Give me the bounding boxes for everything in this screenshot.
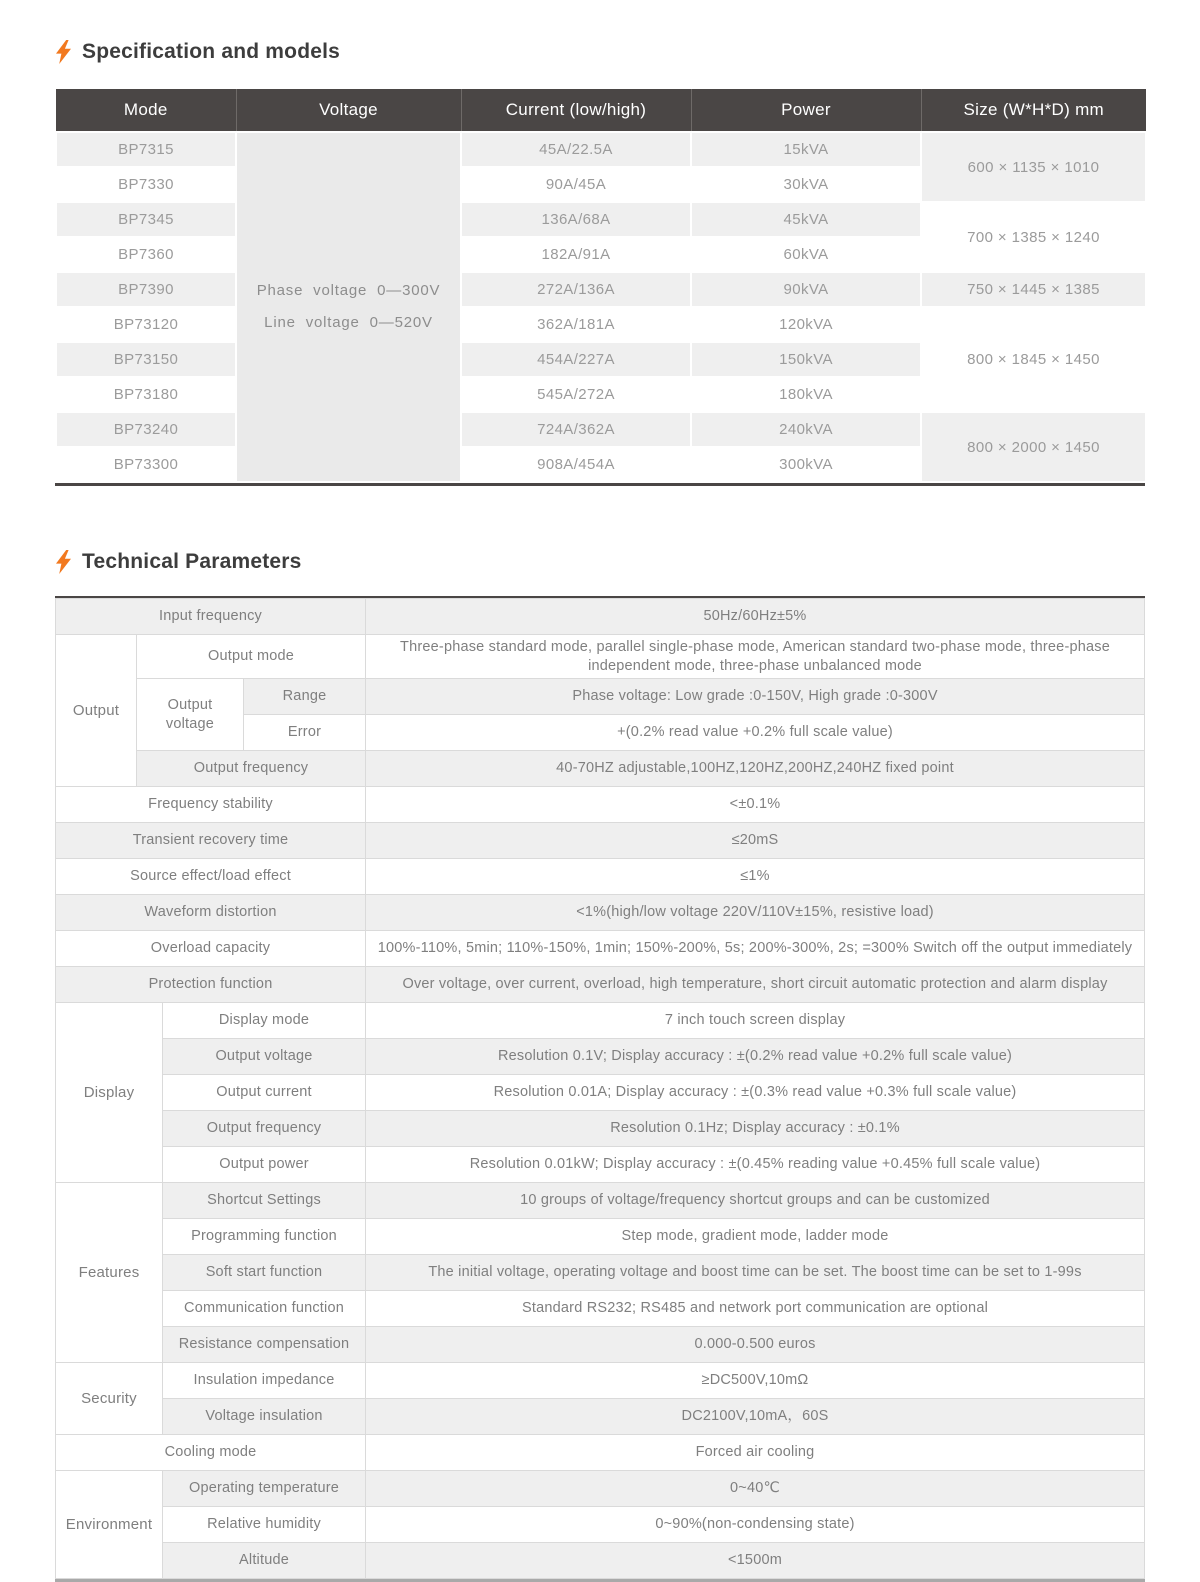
tech-section-title xyxy=(55,548,1145,576)
model-name-cell: BP73180 xyxy=(56,377,236,412)
tech-label-cell: Voltage insulation xyxy=(163,1399,366,1435)
tech-row xyxy=(56,859,1145,895)
spec-row xyxy=(56,132,1146,167)
tech-label-cell: Range xyxy=(244,679,366,715)
tech-value-cell: Three-phase standard mode, parallel single-phase mode, American standard two-phase mode, three-phase independent mode, three-phase unbalanced mode xyxy=(366,635,1145,679)
current-value-cell: 724A/362A xyxy=(461,412,691,447)
power-value-cell: 240kVA xyxy=(691,412,921,447)
tech-label-cell: Output mode xyxy=(137,635,366,679)
tech-value-cell: 0.000-0.500 euros xyxy=(366,1327,1145,1363)
model-name-cell: BP7360 xyxy=(56,237,236,272)
tech-group-cell: Output xyxy=(56,635,137,787)
tech-value-cell: ≤1% xyxy=(366,859,1145,895)
tech-label-cell: Output voltage xyxy=(163,1039,366,1075)
tech-label-cell: Output frequency xyxy=(137,751,366,787)
tech-value-cell: <1%(high/low voltage 220V/110V±15%, resistive load) xyxy=(366,895,1145,931)
tech-label-cell: Resistance compensation xyxy=(163,1327,366,1363)
tech-value-cell: 7 inch touch screen display xyxy=(366,1003,1145,1039)
tech-label-cell: Error xyxy=(244,715,366,751)
tech-row xyxy=(56,1291,1145,1327)
tech-value-cell: Phase voltage: Low grade :0-150V, High grade :0-300V xyxy=(366,679,1145,715)
tech-row xyxy=(56,1435,1145,1471)
tech-row xyxy=(56,1471,1145,1507)
tech-row xyxy=(56,895,1145,931)
tech-group-cell: Environment xyxy=(56,1471,163,1579)
voltage-line: Phase voltage 0—300V xyxy=(256,281,441,299)
tech-row xyxy=(56,1219,1145,1255)
tech-row xyxy=(56,1147,1145,1183)
tech-value-cell: <±0.1% xyxy=(366,787,1145,823)
tech-label-cell: Protection function xyxy=(56,967,366,1003)
tech-row xyxy=(56,1363,1145,1399)
power-value-cell: 300kVA xyxy=(691,447,921,482)
current-value-cell: 908A/454A xyxy=(461,447,691,482)
model-name-cell: BP73150 xyxy=(56,342,236,377)
tech-row xyxy=(56,1183,1145,1219)
tech-value-cell: 100%-110%, 5min; 110%-150%, 1min; 150%-200%, 5s; 200%-300%, 2s; =300% Switch off the output immediately xyxy=(366,931,1145,967)
tech-label-cell: Overload capacity xyxy=(56,931,366,967)
power-value-cell: 150kVA xyxy=(691,342,921,377)
power-value-cell: 120kVA xyxy=(691,307,921,342)
col-header-current: Current (low/high) xyxy=(461,89,691,132)
tech-row xyxy=(56,1399,1145,1435)
current-value-cell: 454A/227A xyxy=(461,342,691,377)
tech-label-cell: Communication function xyxy=(163,1291,366,1327)
tech-row xyxy=(56,751,1145,787)
size-merged-cell: 600 × 1135 × 1010 xyxy=(921,132,1146,202)
col-header-mode: Mode xyxy=(56,89,236,132)
tech-row xyxy=(56,635,1145,679)
power-value-cell: 45kVA xyxy=(691,202,921,237)
spec-section-title xyxy=(55,0,1145,66)
tech-row xyxy=(56,1255,1145,1291)
current-value-cell: 136A/68A xyxy=(461,202,691,237)
voltage-line: Line voltage 0—520V xyxy=(264,314,433,331)
page-content xyxy=(55,0,1145,1582)
tech-label-cell: Display mode xyxy=(163,1003,366,1039)
size-merged-cell: 750 × 1445 × 1385 xyxy=(921,272,1146,307)
current-value-cell: 90A/45A xyxy=(461,167,691,202)
current-value-cell: 182A/91A xyxy=(461,237,691,272)
tech-label-cell: Transient recovery time xyxy=(56,823,366,859)
lightning-bolt-icon xyxy=(55,40,72,64)
section-title-text: Technical Parameters xyxy=(82,550,302,573)
tech-value-cell: 50Hz/60Hz±5% xyxy=(366,599,1145,635)
tech-value-cell: 40-70HZ adjustable,100HZ,120HZ,200HZ,240HZ fixed point xyxy=(366,751,1145,787)
current-value-cell: 545A/272A xyxy=(461,377,691,412)
tech-row xyxy=(56,1507,1145,1543)
spec-row xyxy=(56,272,1146,307)
section-title-text: Specification and models xyxy=(82,40,341,63)
spec-table-container xyxy=(55,89,1145,486)
spec-row xyxy=(56,202,1146,237)
col-header-voltage: Voltage xyxy=(236,89,461,132)
model-name-cell: BP7315 xyxy=(56,132,236,167)
tech-value-cell: ≤20mS xyxy=(366,823,1145,859)
tech-label-cell: Soft start function xyxy=(163,1255,366,1291)
tech-row xyxy=(56,787,1145,823)
voltage-merged-cell xyxy=(236,132,461,482)
tech-row xyxy=(56,1075,1145,1111)
tech-value-cell: Resolution 0.01A; Display accuracy : ±(0.3% read value +0.3% full scale value) xyxy=(366,1075,1145,1111)
tech-value-cell: Over voltage, over current, overload, high temperature, short circuit automatic protection and alarm display xyxy=(366,967,1145,1003)
tech-value-cell: DC2100V,10mA，60S xyxy=(366,1399,1145,1435)
tech-label-cell: Input frequency xyxy=(56,599,366,635)
tech-row xyxy=(56,1327,1145,1363)
tech-row xyxy=(56,1543,1145,1579)
model-name-cell: BP73300 xyxy=(56,447,236,482)
tech-value-cell: Step mode, gradient mode, ladder mode xyxy=(366,1219,1145,1255)
tech-value-cell: <1500m xyxy=(366,1543,1145,1579)
tech-label-cell: Shortcut Settings xyxy=(163,1183,366,1219)
size-merged-cell: 800 × 2000 × 1450 xyxy=(921,412,1146,482)
tech-label-cell: Output power xyxy=(163,1147,366,1183)
tech-row xyxy=(56,1111,1145,1147)
power-value-cell: 180kVA xyxy=(691,377,921,412)
tech-row xyxy=(56,599,1145,635)
tech-group-cell: Features xyxy=(56,1183,163,1363)
model-name-cell: BP73240 xyxy=(56,412,236,447)
spec-row xyxy=(56,412,1146,447)
size-merged-cell: 700 × 1385 × 1240 xyxy=(921,202,1146,272)
tech-table xyxy=(55,598,1145,1579)
spec-header-row xyxy=(56,89,1146,132)
tech-value-cell: The initial voltage, operating voltage and boost time can be set. The boost time can be set to 1-99s xyxy=(366,1255,1145,1291)
tech-value-cell: 0~90%(non-condensing state) xyxy=(366,1507,1145,1543)
tech-group-cell: Display xyxy=(56,1003,163,1183)
tech-label-cell: Frequency stability xyxy=(56,787,366,823)
tech-value-cell: Forced air cooling xyxy=(366,1435,1145,1471)
power-value-cell: 90kVA xyxy=(691,272,921,307)
model-name-cell: BP7345 xyxy=(56,202,236,237)
tech-label-cell: Relative humidity xyxy=(163,1507,366,1543)
tech-row xyxy=(56,1003,1145,1039)
power-value-cell: 60kVA xyxy=(691,237,921,272)
tech-row xyxy=(56,931,1145,967)
tech-label-cell: Output current xyxy=(163,1075,366,1111)
tech-value-cell: Resolution 0.1V; Display accuracy : ±(0.2% read value +0.2% full scale value) xyxy=(366,1039,1145,1075)
tech-row xyxy=(56,679,1145,715)
model-name-cell: BP7390 xyxy=(56,272,236,307)
tech-label-cell: Source effect/load effect xyxy=(56,859,366,895)
tech-value-cell: Standard RS232; RS485 and network port communication are optional xyxy=(366,1291,1145,1327)
current-value-cell: 45A/22.5A xyxy=(461,132,691,167)
lightning-bolt-icon xyxy=(55,550,72,574)
model-name-cell: BP73120 xyxy=(56,307,236,342)
tech-value-cell: Resolution 0.01kW; Display accuracy : ±(0.45% reading value +0.45% full scale value) xyxy=(366,1147,1145,1183)
tech-label-cell: Cooling mode xyxy=(56,1435,366,1471)
current-value-cell: 272A/136A xyxy=(461,272,691,307)
col-header-size: Size (W*H*D) mm xyxy=(921,89,1146,132)
spec-row xyxy=(56,307,1146,342)
tech-label-cell: Insulation impedance xyxy=(163,1363,366,1399)
tech-table-container xyxy=(55,596,1145,1582)
tech-value-cell: 0~40℃ xyxy=(366,1471,1145,1507)
tech-group-cell: Security xyxy=(56,1363,163,1435)
tech-label-cell: Waveform distortion xyxy=(56,895,366,931)
spec-table xyxy=(55,89,1147,483)
model-name-cell: BP7330 xyxy=(56,167,236,202)
col-header-power: Power xyxy=(691,89,921,132)
current-value-cell: 362A/181A xyxy=(461,307,691,342)
size-merged-cell: 800 × 1845 × 1450 xyxy=(921,307,1146,412)
tech-label-cell: Output frequency xyxy=(163,1111,366,1147)
tech-row xyxy=(56,1039,1145,1075)
tech-label-cell: Output voltage xyxy=(137,679,244,751)
tech-row xyxy=(56,823,1145,859)
tech-label-cell: Altitude xyxy=(163,1543,366,1579)
power-value-cell: 15kVA xyxy=(691,132,921,167)
tech-value-cell: +(0.2% read value +0.2% full scale value) xyxy=(366,715,1145,751)
tech-row xyxy=(56,967,1145,1003)
tech-table-body xyxy=(56,599,1145,1579)
tech-label-cell: Programming function xyxy=(163,1219,366,1255)
tech-value-cell: 10 groups of voltage/frequency shortcut groups and can be customized xyxy=(366,1183,1145,1219)
tech-value-cell: Resolution 0.1Hz; Display accuracy : ±0.1% xyxy=(366,1111,1145,1147)
tech-label-cell: Operating temperature xyxy=(163,1471,366,1507)
tech-value-cell: ≥DC500V,10mΩ xyxy=(366,1363,1145,1399)
power-value-cell: 30kVA xyxy=(691,167,921,202)
spec-table-body xyxy=(56,132,1146,482)
